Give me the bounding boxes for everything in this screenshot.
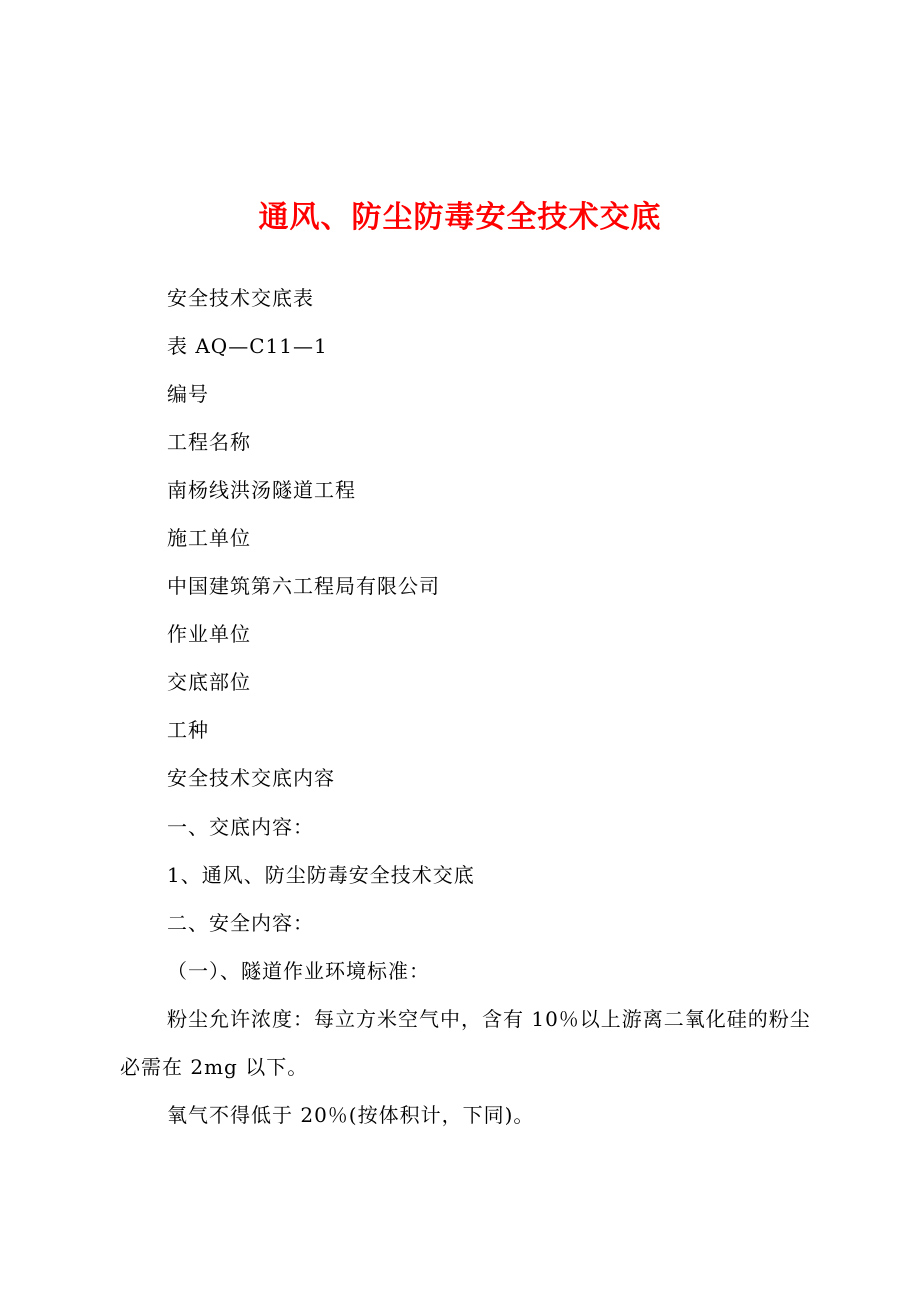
paragraph-oxygen: 氧气不得低于 20％(按体积计，下同)。	[167, 1103, 535, 1127]
section-item-1: 1、通风、防尘防毒安全技术交底	[167, 863, 475, 887]
field-label-construction-unit: 施工单位	[167, 526, 251, 550]
field-value-construction-unit: 中国建筑第六工程局有限公司	[167, 574, 440, 598]
field-label-project-name: 工程名称	[167, 430, 251, 454]
field-label-work-unit: 作业单位	[167, 622, 251, 646]
field-label-disclosure-part: 交底部位	[167, 670, 251, 694]
field-label-serial: 编号	[167, 382, 209, 406]
subsection-heading-1: （一）、隧道作业环境标准：	[167, 959, 430, 983]
document-title: 通风、防尘防毒安全技术交底	[258, 200, 662, 235]
form-number: 表 AQ—C11—1	[167, 334, 328, 358]
section-heading-1: 一、交底内容：	[167, 815, 314, 839]
field-label-disclosure-content: 安全技术交底内容	[167, 766, 335, 790]
form-title: 安全技术交底表	[167, 286, 314, 310]
section-heading-2: 二、安全内容：	[167, 911, 314, 935]
paragraph-dust-concentration: 粉尘允许浓度：每立方米空气中，含有 10％以上游离二氧化硅的粉尘必需在 2mg 以下。	[120, 1007, 811, 1079]
field-label-work-type: 工种	[167, 718, 209, 742]
field-value-project-name: 南杨线洪汤隧道工程	[167, 478, 356, 502]
